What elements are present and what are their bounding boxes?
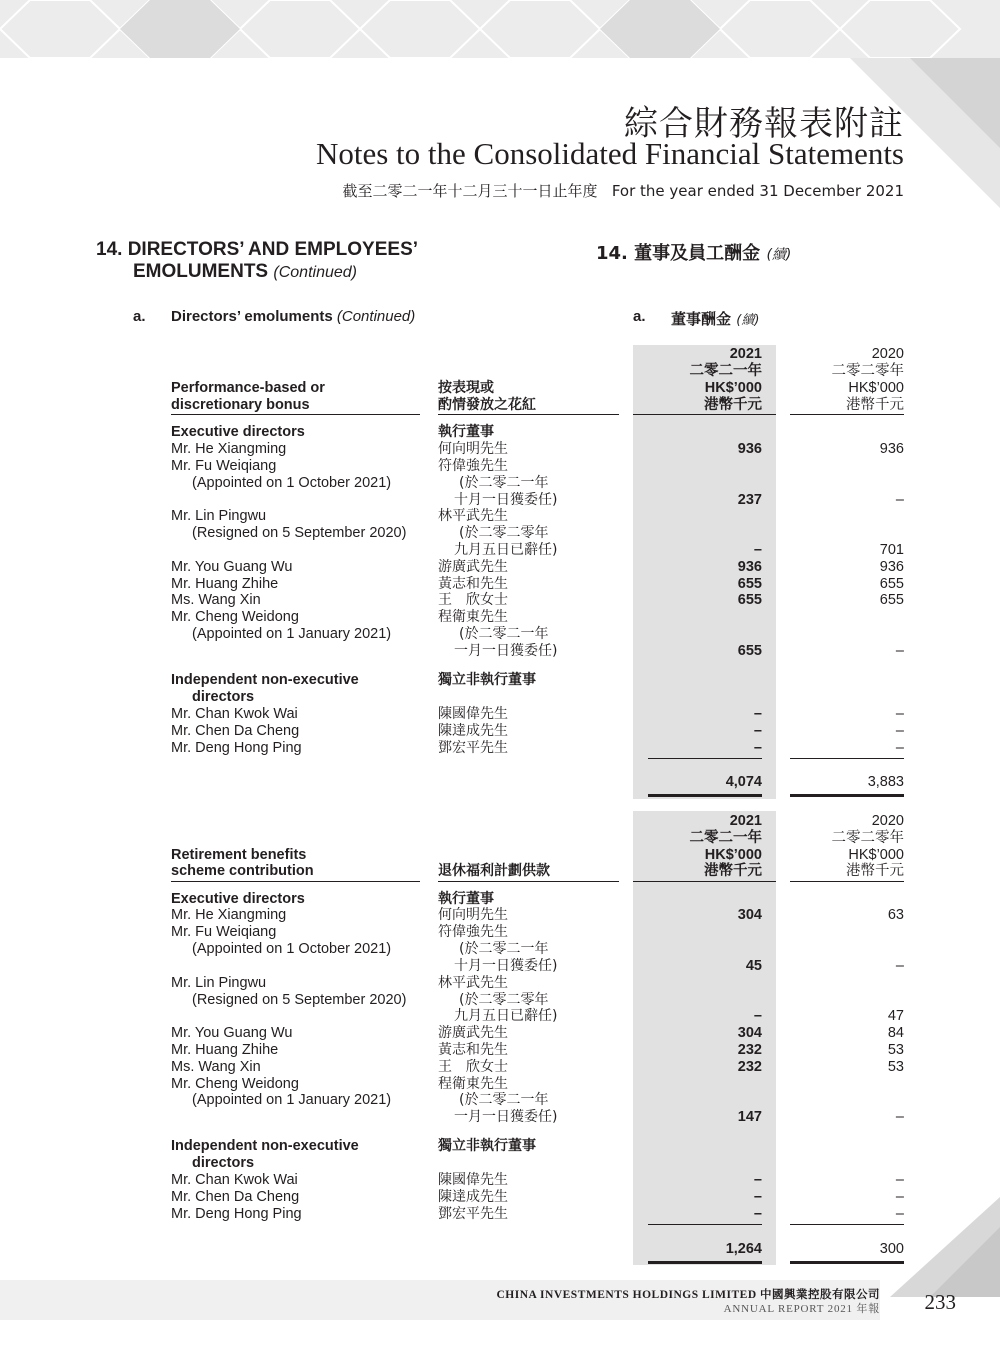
table1-row-label-cn: 黃志和先生 (438, 576, 508, 592)
table2-value-2021: – (753, 1008, 762, 1024)
table2-row-label-cn: 鄧宏平先生 (438, 1206, 508, 1222)
table1-row-label-cn: 程衛東先生 (438, 609, 508, 625)
table1-row-note-cn: 九月五日已辭任) (454, 542, 558, 558)
table2-row-label-cn: 程衛東先生 (438, 1076, 508, 1092)
table1-ined-label: Independent non-executive (171, 672, 359, 688)
table2-row-note-cn: (於二零二一年 (459, 1092, 549, 1108)
footer-company-name: CHINA INVESTMENTS HOLDINGS LIMITED 中國興業控股有限公司 (496, 1289, 880, 1301)
table2-header-rule-2020 (790, 881, 904, 882)
table1-value-2020: 936 (879, 441, 904, 457)
table2-row-label: Mr. Cheng Weidong (171, 1076, 299, 1092)
table2-value-2021: 232 (737, 1042, 762, 1058)
table1-row-label: Ms. Wang Xin (171, 592, 261, 608)
table2-row-label-cn: 黃志和先生 (438, 1042, 508, 1058)
table1-row-label: Mr. Chen Da Cheng (171, 723, 300, 739)
table2-value-2020: 84 (887, 1025, 904, 1041)
table1-total-rule-2021 (648, 794, 762, 797)
table1-value-2020: 655 (879, 576, 904, 592)
table2-value-2020: 53 (887, 1042, 904, 1058)
table2-row-label: Mr. Lin Pingwu (171, 975, 267, 991)
table2-row-label: Mr. Fu Weiqiang (171, 924, 277, 940)
table1-col2021-unit: HK$’000 (704, 380, 762, 396)
table2-header-rule-en (171, 881, 420, 882)
table1-row-label-cn: 符偉強先生 (438, 458, 508, 474)
table2-total-rule-2020 (790, 1261, 904, 1264)
table1-col2020-unit-cn: 港幣千元 (846, 397, 904, 413)
table2-row-note-cn: (於二零二一年 (459, 941, 549, 957)
table1-row-label: Mr. Chan Kwok Wai (171, 706, 298, 722)
footer-corner-decoration (890, 1197, 1000, 1297)
table1-row-label: Mr. Cheng Weidong (171, 609, 299, 625)
table1-value-2020: – (895, 723, 904, 739)
subsection-letter-en: a. (133, 308, 146, 325)
table1-row-note-cn: (於二零二一年 (459, 475, 549, 491)
table1-value-2020: 936 (879, 559, 904, 575)
table2-value-2021: 147 (737, 1109, 762, 1125)
table1-col2020-year: 2020 (871, 346, 904, 362)
page-number: 233 (924, 1290, 956, 1314)
table1-row-label-cn: 陳達成先生 (438, 723, 508, 739)
table1-col2021-year-cn: 二零二一年 (689, 363, 762, 379)
table2-ined-label-2: directors (192, 1155, 255, 1171)
table1-col2020-unit: HK$’000 (848, 380, 904, 396)
table1-row-label: Mr. Lin Pingwu (171, 508, 267, 524)
table2-row-label-cn: 王 欣女士 (438, 1059, 508, 1075)
table2-exec-label: Executive directors (171, 891, 305, 907)
header-hexagon-pattern (0, 0, 1000, 58)
table1-row-label-cn: 林平武先生 (438, 508, 508, 524)
table2-exec-label-cn: 執行董事 (438, 891, 494, 907)
table2-row-label: Mr. You Guang Wu (171, 1025, 293, 1041)
table2-col2020-unit-cn: 港幣千元 (846, 863, 904, 879)
table2-value-2021: 45 (745, 958, 762, 974)
table1-value-2021: – (753, 706, 762, 722)
table1-ined-label-2: directors (192, 689, 255, 705)
table1-row-label: Mr. Huang Zhihe (171, 576, 279, 592)
table1-value-2020: – (895, 706, 904, 722)
table2-row-label-cn: 陳達成先生 (438, 1189, 508, 1205)
table2-row-label-cn: 符偉強先生 (438, 924, 508, 940)
table2-title-en-1: Retirement benefits (171, 847, 307, 863)
table2-value-2021: 304 (737, 1025, 762, 1041)
table2-ined-label: Independent non-executive (171, 1138, 359, 1154)
table1-row-note: (Resigned on 5 September 2020) (192, 525, 407, 541)
table1-total-2021: 4,074 (725, 774, 762, 790)
table1-value-2021: 936 (737, 559, 762, 575)
table1-row-label: Mr. Deng Hong Ping (171, 740, 302, 756)
table2-row-label-cn: 林平武先生 (438, 975, 508, 991)
table1-row-label-cn: 陳國偉先生 (438, 706, 508, 722)
table2-col2020-unit: HK$’000 (848, 847, 904, 863)
subsection-heading-cn: 董事酬金 (續) (671, 310, 760, 328)
table2-total-2020: 300 (879, 1241, 904, 1257)
table1-row-note-cn: 一月一日獲委任) (454, 643, 558, 659)
table2-value-2020: 47 (887, 1008, 904, 1024)
table2-value-2021: – (753, 1172, 762, 1188)
table2-ined-label-cn: 獨立非執行董事 (438, 1138, 536, 1154)
table2-row-label: Mr. He Xiangming (171, 907, 287, 923)
table1-row-label: Mr. You Guang Wu (171, 559, 293, 575)
table2-value-2020: 53 (887, 1059, 904, 1075)
table1-value-2020: – (895, 643, 904, 659)
table2-total-rule-2021 (648, 1261, 762, 1264)
table2-row-label: Mr. Deng Hong Ping (171, 1206, 302, 1222)
table1-ined-label-cn: 獨立非執行董事 (438, 672, 536, 688)
table1-value-2021: 655 (737, 576, 762, 592)
table1-title-en-1: Performance-based or (171, 380, 325, 396)
table2-row-note-cn: 十月一日獲委任) (454, 958, 558, 974)
subsection-heading-en: Directors’ emoluments (Continued) (171, 308, 416, 325)
table2-col2021-unit-cn: 港幣千元 (704, 863, 762, 879)
table2-row-note-cn: 九月五日已辭任) (454, 1008, 558, 1024)
table1-subtotal-rule-2021 (648, 758, 762, 759)
table1-row-note-cn: (於二零二一年 (459, 626, 549, 642)
table2-col2021-unit: HK$’000 (704, 847, 762, 863)
table2-row-note-cn: (於二零二零年 (459, 992, 549, 1008)
table2-row-label: Mr. Chan Kwok Wai (171, 1172, 298, 1188)
table2-col2020-year-cn: 二零二零年 (831, 830, 904, 846)
table2-col2021-year-cn: 二零二一年 (689, 830, 762, 846)
table1-header-rule-2021 (633, 414, 776, 415)
table1-row-label-cn: 王 欣女士 (438, 592, 508, 608)
table1-value-2021: 237 (737, 492, 762, 508)
table2-row-label: Mr. Huang Zhihe (171, 1042, 279, 1058)
table1-value-2021: 655 (737, 643, 762, 659)
table2-row-label-cn: 何向明先生 (438, 907, 508, 923)
table1-row-note: (Appointed on 1 January 2021) (192, 626, 392, 642)
table1-header-rule-en (171, 414, 420, 415)
table1-total-rule-2020 (790, 794, 904, 797)
table2-value-2020: – (895, 958, 904, 974)
table1-value-2021: – (753, 723, 762, 739)
table1-header-rule-cn (438, 414, 619, 415)
table2-row-note: (Appointed on 1 October 2021) (192, 941, 392, 957)
table2-row-label: Mr. Chen Da Cheng (171, 1189, 300, 1205)
table1-value-2021: – (753, 740, 762, 756)
table1-value-2021: – (753, 542, 762, 558)
table2-total-2021: 1,264 (725, 1241, 762, 1257)
table1-title-cn-1: 按表現或 (438, 380, 494, 396)
page-title-en: Notes to the Consolidated Financial Statements (315, 136, 904, 171)
page-title-cn: 綜合財務報表附註 (624, 104, 904, 144)
table1-value-2020: – (895, 492, 904, 508)
table2-value-2020: – (895, 1206, 904, 1222)
table1-subtotal-rule-2020 (790, 758, 904, 759)
section-heading-en: 14. DIRECTORS’ AND EMPLOYEES’ EMOLUMENTS (Continued) (96, 239, 419, 282)
table2-header-rule-cn (438, 881, 619, 882)
table2-title-en-2: scheme contribution (171, 863, 314, 879)
table1-row-label-cn: 何向明先生 (438, 441, 508, 457)
table1-row-note: (Appointed on 1 October 2021) (192, 475, 392, 491)
subsection-letter-cn: a. (633, 308, 646, 325)
table1-value-2020: 701 (879, 542, 904, 558)
table1-value-2020: 655 (879, 592, 904, 608)
table1-col2021-unit-cn: 港幣千元 (704, 397, 762, 413)
table1-row-note-cn: 十月一日獲委任) (454, 492, 558, 508)
table1-col2021-year: 2021 (729, 346, 762, 362)
table1-header-rule-2020 (790, 414, 904, 415)
table1-row-label: Mr. Fu Weiqiang (171, 458, 277, 474)
period-line (342, 180, 904, 201)
table1-exec-label: Executive directors (171, 424, 305, 440)
table2-header-rule-2021 (633, 881, 776, 882)
table2-title-cn: 退休福利計劃供款 (438, 863, 550, 879)
table1-col2020-year-cn: 二零二零年 (831, 363, 904, 379)
table2-value-2020: 63 (887, 907, 904, 923)
table1-row-label-cn: 游廣武先生 (438, 559, 508, 575)
table1-row-label-cn: 鄧宏平先生 (438, 740, 508, 756)
table1-value-2021: 936 (737, 441, 762, 457)
period-cn: 截至二零二一年十二月三十一日止年度 (342, 182, 598, 200)
table2-row-label: Ms. Wang Xin (171, 1059, 261, 1075)
table1-value-2021: 655 (737, 592, 762, 608)
table1-row-label: Mr. He Xiangming (171, 441, 287, 457)
table2-row-label-cn: 陳國偉先生 (438, 1172, 508, 1188)
table2-value-2021: 304 (737, 907, 762, 923)
table2-value-2020: – (895, 1189, 904, 1205)
table2-subtotal-rule-2020 (790, 1224, 904, 1225)
table2-row-note-cn: 一月一日獲委任) (454, 1109, 558, 1125)
table2-value-2020: – (895, 1109, 904, 1125)
table1-value-2020: – (895, 740, 904, 756)
table1-total-2020: 3,883 (867, 774, 904, 790)
table2-subtotal-rule-2021 (648, 1224, 762, 1225)
table2-value-2021: – (753, 1189, 762, 1205)
table2-col2020-year: 2020 (871, 813, 904, 829)
period-en: For the year ended 31 December 2021 (611, 182, 904, 200)
table2-value-2020: – (895, 1172, 904, 1188)
table1-title-cn-2: 酌情發放之花紅 (438, 397, 536, 413)
table2-value-2021: – (753, 1206, 762, 1222)
table1-exec-label-cn: 執行董事 (438, 424, 494, 440)
section-heading-cn: 14. 董事及員工酬金 (續) (596, 243, 792, 264)
table1-row-note-cn: (於二零二零年 (459, 525, 549, 541)
table2-row-note: (Appointed on 1 January 2021) (192, 1092, 392, 1108)
table1-title-en-2: discretionary bonus (171, 397, 310, 413)
table2-col2021-year: 2021 (729, 813, 762, 829)
table2-row-note: (Resigned on 5 September 2020) (192, 992, 407, 1008)
footer-report-name: ANNUAL REPORT 2021 年報 (723, 1303, 880, 1315)
table2-row-label-cn: 游廣武先生 (438, 1025, 508, 1041)
table2-value-2021: 232 (737, 1059, 762, 1075)
